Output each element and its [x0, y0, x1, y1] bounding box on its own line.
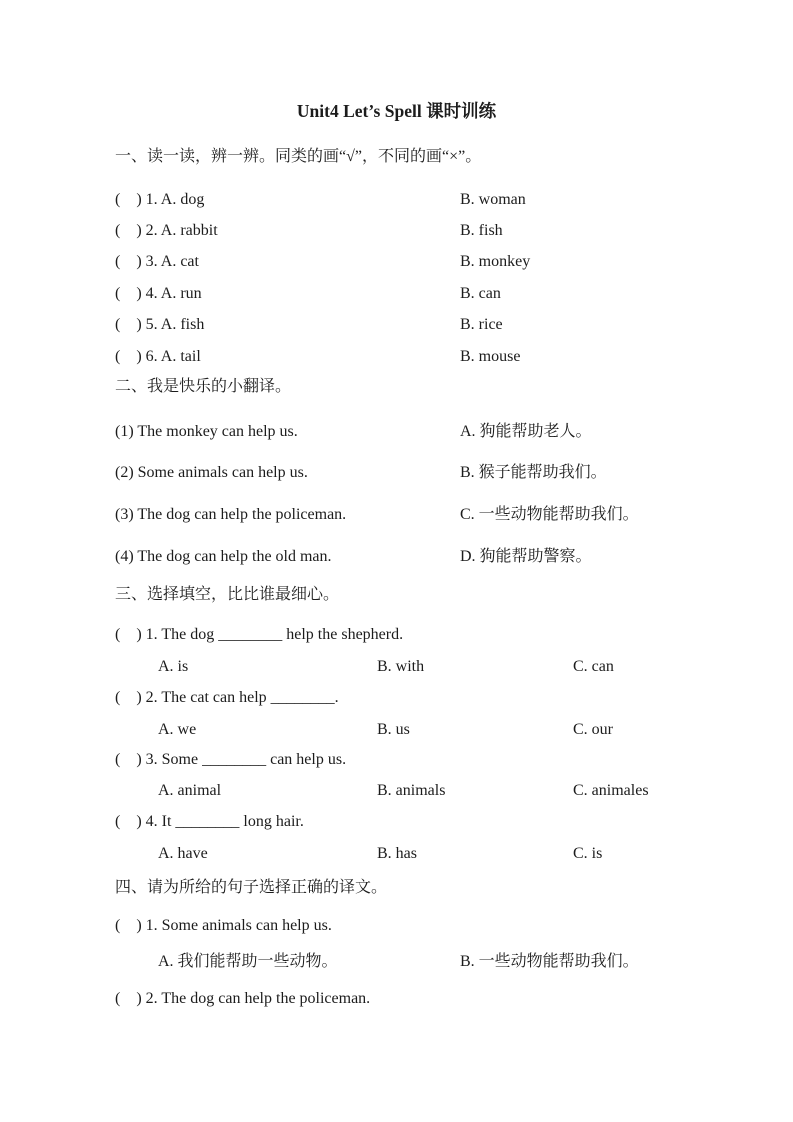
- match-item-right: B. can: [460, 285, 501, 302]
- match-item-right: B. mouse: [460, 348, 521, 365]
- translate-choice: A. 狗能帮助老人。: [460, 423, 592, 440]
- translate-choice: D. 狗能帮助警察。: [460, 548, 592, 565]
- section-one-heading: 一、读一读，辨一辨。同类的画“√”，不同的画“×”。: [115, 148, 482, 165]
- question-stem: ( ) 3. Some ________ can help us.: [115, 751, 347, 768]
- match-item-left: ( ) 3. A. cat: [115, 253, 199, 270]
- translate-choice: B. 猴子能帮助我们。: [460, 464, 607, 481]
- option-b: B. with: [377, 658, 425, 675]
- question-stem: ( ) 4. It ________ long hair.: [115, 813, 304, 830]
- match-item-right: B. woman: [460, 191, 526, 208]
- page-title: Unit4 Let’s Spell 课时训练: [296, 101, 497, 121]
- option-a: A. is: [158, 658, 189, 675]
- option-c: C. can: [573, 658, 614, 675]
- translate-sentence: (1) The monkey can help us.: [115, 423, 298, 440]
- translate-choice: C. 一些动物能帮助我们。: [460, 506, 639, 523]
- option-b: B. us: [377, 721, 410, 738]
- question-stem: ( ) 1. The dog ________ help the shepherd.: [115, 626, 404, 643]
- match-item-left: ( ) 6. A. tail: [115, 348, 201, 365]
- match-item-left: ( ) 2. A. rabbit: [115, 222, 218, 239]
- option-a: A. 我们能帮助一些动物。: [158, 953, 338, 970]
- option-a: A. we: [158, 721, 197, 738]
- option-b: B. 一些动物能帮助我们。: [460, 953, 639, 970]
- option-c: C. animales: [573, 782, 649, 799]
- match-item-right: B. fish: [460, 222, 503, 239]
- question-stem: ( ) 1. Some animals can help us.: [115, 917, 332, 934]
- match-item-right: B. monkey: [460, 253, 531, 270]
- match-item-left: ( ) 1. A. dog: [115, 191, 205, 208]
- section-four-heading: 四、请为所给的句子选择正确的译文。: [115, 879, 388, 896]
- question-stem: ( ) 2. The dog can help the policeman.: [115, 990, 371, 1007]
- option-a: A. animal: [158, 782, 222, 799]
- question-stem: ( ) 2. The cat can help ________.: [115, 689, 339, 706]
- match-item-right: B. rice: [460, 316, 503, 333]
- translate-sentence: (2) Some animals can help us.: [115, 464, 308, 481]
- option-a: A. have: [158, 845, 208, 862]
- option-b: B. has: [377, 845, 417, 862]
- translate-sentence: (3) The dog can help the policeman.: [115, 506, 347, 523]
- match-item-left: ( ) 5. A. fish: [115, 316, 205, 333]
- section-three-heading: 三、选择填空，比比谁最细心。: [115, 586, 340, 603]
- option-c: C. is: [573, 845, 603, 862]
- match-item-left: ( ) 4. A. run: [115, 285, 202, 302]
- section-two-heading: 二、我是快乐的小翻译。: [115, 378, 292, 395]
- option-c: C. our: [573, 721, 613, 738]
- translate-sentence: (4) The dog can help the old man.: [115, 548, 332, 565]
- option-b: B. animals: [377, 782, 446, 799]
